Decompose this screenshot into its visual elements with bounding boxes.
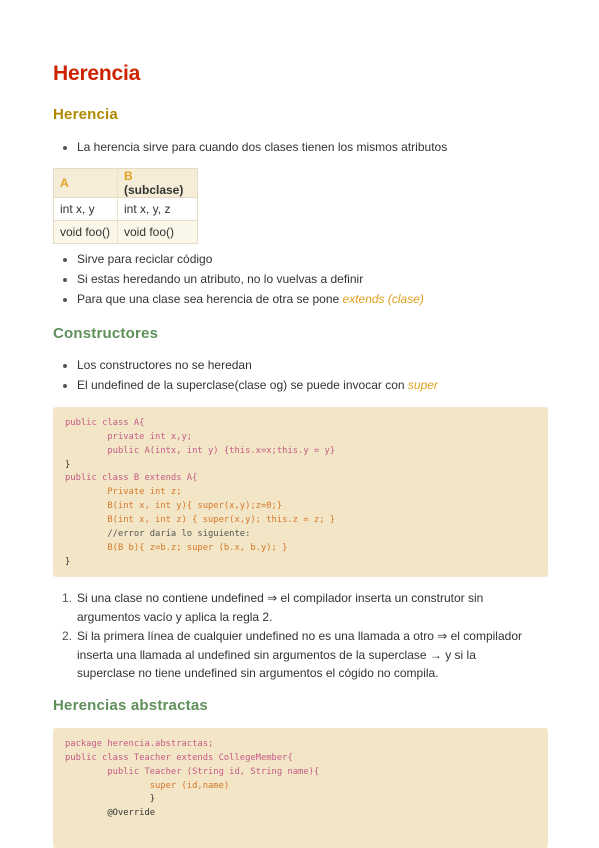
code-line: Private int z; bbox=[65, 487, 182, 497]
table-header-b bbox=[118, 169, 198, 198]
list-item-number: 1. bbox=[62, 591, 73, 605]
herencia-intro-list bbox=[53, 137, 523, 157]
table-cell: int x, y bbox=[54, 198, 118, 221]
list-item: La herencia sirve para cuando dos clases tienen los mismos atributos bbox=[53, 137, 523, 157]
code-line: B(int x, int y){ super(x,y);z=0;} bbox=[65, 501, 283, 511]
table-cell: void foo() bbox=[54, 221, 118, 244]
list-item-text: Si una clase no contiene undefined ⇒ el compilador inserta un construtor sin argumentos vacío y aplica la regla 2. bbox=[77, 591, 484, 624]
list-item bbox=[53, 589, 523, 626]
table-header-b-sub: (subclase) bbox=[124, 183, 184, 197]
constructores-bullets bbox=[53, 355, 523, 395]
code-block-inheritance bbox=[53, 407, 548, 577]
table-header-a: A bbox=[54, 169, 118, 198]
list-item-number: 2. bbox=[62, 629, 73, 643]
code-line: public class B extends A{ bbox=[65, 473, 198, 483]
super-keyword: super bbox=[407, 378, 438, 392]
list-item-text: Para que una clase sea herencia de otra se pone bbox=[77, 292, 340, 306]
code-line: B(B b){ z=b.z; super (b.x, b.y); } bbox=[65, 543, 288, 553]
list-item: Si estas heredando un atributo, no lo vuelvas a definir bbox=[53, 269, 523, 289]
code-line: public Teacher (String id, String name){ bbox=[65, 767, 320, 777]
list-item bbox=[53, 375, 523, 395]
section-heading-constructores: Constructores bbox=[53, 325, 159, 342]
table-cell: void foo() bbox=[118, 221, 198, 244]
table-row bbox=[54, 198, 198, 221]
page-title: Herencia bbox=[53, 62, 141, 85]
herencia-bullets bbox=[53, 249, 523, 309]
code-line: public class A{ bbox=[65, 418, 145, 428]
extends-keyword: extends (clase) bbox=[342, 292, 424, 306]
code-annotation: @Override bbox=[65, 808, 156, 818]
table-header-b-name: B bbox=[124, 169, 133, 183]
section-heading-abstractas: Herencias abstractas bbox=[53, 697, 208, 714]
list-item-text: Si la primera línea de cualquier undefined no es una llamada a otro ⇒ el compilador inserta una llamada al undefined sin argumentos de la superclase → y si la superclase no tiene undefined sin argumentos el cógido no compila. bbox=[77, 629, 522, 680]
code-line: } bbox=[65, 794, 156, 804]
list-item: Sirve para reciclar código bbox=[53, 249, 523, 269]
code-line: private int x,y; bbox=[65, 432, 193, 442]
code-line: } bbox=[65, 557, 71, 567]
list-item-text: El undefined de la superclase(clase og) se puede invocar con bbox=[77, 378, 405, 392]
code-line: super (id,name) bbox=[65, 781, 230, 791]
list-item bbox=[53, 289, 523, 309]
section-heading-herencia: Herencia bbox=[53, 106, 118, 123]
constructor-rules-list bbox=[53, 589, 523, 684]
table-row bbox=[54, 221, 198, 244]
code-comment: //error daría lo siguiente: bbox=[65, 529, 251, 539]
code-line: public class Teacher extends CollegeMember{ bbox=[65, 753, 293, 763]
code-line: package herencia.abstractas; bbox=[65, 739, 214, 749]
inheritance-table bbox=[53, 168, 198, 244]
list-item: Los constructores no se heredan bbox=[53, 355, 523, 375]
code-line: public A(intx, int y) {this.x=x;this.y = y} bbox=[65, 446, 336, 456]
list-item bbox=[53, 627, 523, 683]
table-cell: int x, y, z bbox=[118, 198, 198, 221]
code-line: B(int x, int z) { super(x,y); this.z = z; } bbox=[65, 515, 336, 525]
code-line: } bbox=[65, 460, 71, 470]
code-block-abstract bbox=[53, 728, 548, 848]
